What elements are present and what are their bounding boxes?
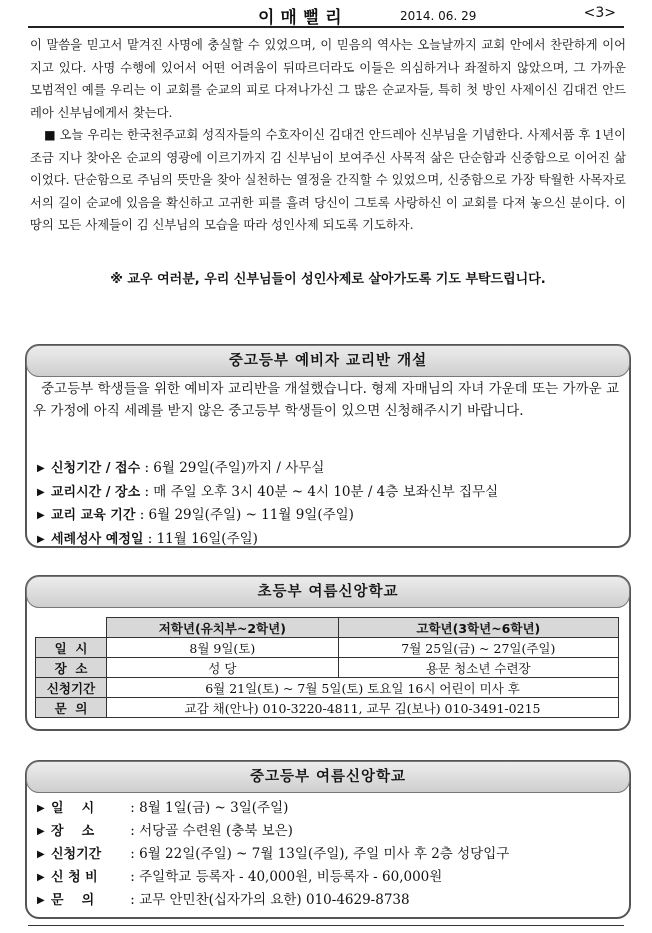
table-header-row bbox=[36, 618, 619, 638]
triangle-bullet-icon: ▶ bbox=[37, 826, 45, 837]
detail-item bbox=[37, 504, 498, 528]
notice-title: 중고등부 예비자 교리반 개설 bbox=[26, 345, 630, 377]
table-cell: 용문 청소년 수련장 bbox=[338, 658, 618, 678]
table-cell: 교감 채(안나) 010-3220-4811, 교무 김(보나) 010-3491-0215 bbox=[107, 698, 619, 718]
detail-value: : 주일학교 등록자 - 40,000원, 비등록자 - 60,000원 bbox=[126, 869, 443, 885]
page-number: <3> bbox=[583, 5, 616, 21]
detail-item bbox=[37, 457, 498, 481]
youth-catechism-notice bbox=[25, 344, 631, 548]
table-cell: 성 당 bbox=[107, 658, 339, 678]
detail-item bbox=[37, 797, 509, 820]
triangle-bullet-icon: ▶ bbox=[37, 849, 45, 860]
detail-value: : 8월 1일(금) ~ 3일(주일) bbox=[126, 800, 289, 816]
triangle-bullet-icon: ▶ bbox=[37, 510, 45, 521]
notice-title: 중고등부 여름신앙학교 bbox=[26, 761, 630, 793]
triangle-bullet-icon: ▶ bbox=[37, 895, 45, 906]
triangle-bullet-icon: ▶ bbox=[37, 872, 45, 883]
table-row bbox=[36, 658, 619, 678]
detail-value: : 교무 안민찬(십자가의 요한) 010-4629-8738 bbox=[126, 892, 410, 908]
triangle-bullet-icon: ▶ bbox=[37, 463, 45, 474]
table-cell: 8월 9일(토) bbox=[107, 638, 339, 658]
notice-details bbox=[37, 797, 509, 912]
detail-value: : 11월 16일(주일) bbox=[143, 530, 258, 547]
prayer-request-note: ※ 교우 여러분, 우리 신부님들이 성인사제로 살아가도록 기도 부탁드립니다. bbox=[110, 272, 546, 287]
table-corner bbox=[36, 618, 107, 638]
detail-label: 교리 교육 기간 bbox=[51, 508, 136, 523]
column-header-lower-grades: 저학년(유치부~2학년) bbox=[107, 618, 339, 638]
triangle-bullet-icon: ▶ bbox=[37, 486, 45, 498]
detail-item bbox=[37, 528, 498, 552]
detail-label: 신청기간 bbox=[51, 847, 102, 862]
issue-date: 2014. 06. 29 bbox=[400, 9, 477, 23]
table-cell: 6월 21일(토) ~ 7월 5일(토) 토요일 16시 어린이 미사 후 bbox=[107, 678, 619, 698]
elementary-summer-school-notice bbox=[25, 575, 631, 731]
article-paragraph-2: ■ 오늘 우리는 한국천주교회 성직자들의 수호자이신 김대건 안드레아 신부님을 기념한다. 사제서품 후 1년이 조금 지나 찾아온 순교의 영광에 이르기까지 김 신부님이 보여주신 사목적 삶은 단순함과 신중함으로 이어진 삶이었다. 단순함으로 주님의 뜻만을 찾아 실천하는 열정을 간직할 수 있었으며, 신중함으로 가장 탁월한 사목자로서의 길이 순교에 있음을 확신하고 고귀한 피를 흘려 당신이 그토록 사랑하신 이 교회를 다져 놓으신 분이다. 이 땅의 모든 사제들이 김 신부님의 모습을 따라 성인사제 되도록 기도하자. bbox=[30, 128, 626, 233]
detail-label: 일 시 bbox=[51, 801, 95, 816]
detail-value: : 6월 29일(주일) ~ 11월 9일(주일) bbox=[135, 507, 354, 523]
notice-title: 초등부 여름신앙학교 bbox=[26, 576, 630, 608]
triangle-bullet-icon: ▶ bbox=[37, 533, 45, 545]
table-cell: 7월 25일(금) ~ 27일(주일) bbox=[338, 638, 618, 658]
notice-intro: 중고등부 학생들을 위한 예비자 교리반을 개설했습니다. 형제 자매님의 자녀 가운데 또는 가까운 교우 가정에 아직 세례를 받지 않은 중고등부 학생들이 있으면 신청해주시기 바랍니다. bbox=[33, 381, 619, 419]
row-label: 문 의 bbox=[36, 698, 107, 718]
triangle-bullet-icon: ▶ bbox=[37, 803, 45, 814]
page-header bbox=[28, 2, 624, 28]
detail-item bbox=[37, 866, 509, 889]
detail-label: 세례성사 예정일 bbox=[51, 531, 144, 547]
detail-label: 장 소 bbox=[51, 824, 95, 839]
detail-value: : 6월 22일(주일) ~ 7월 13일(주일), 주일 미사 후 2층 성당입구 bbox=[126, 846, 510, 862]
column-header-upper-grades: 고학년(3학년~6학년) bbox=[338, 618, 618, 638]
article-paragraph-1: 이 말씀을 믿고서 맡겨진 사명에 충실할 수 있었으며, 이 믿음의 역사는 오늘날까지 교회 안에서 찬란하게 이어지고 있다. 사명 수행에 있어서 어떤 어려움이 뒤따르더라도 이들은 의심하거나 좌절하지 않았으며, 그 가까운 모범적인 예를 우리는 이 교회를 순교의 피로 다져나가신 그 많은 순교자들, 특히 첫 방인 사제이신 김대건 안드레아 신부님에게서 찾는다. bbox=[30, 38, 626, 120]
detail-value: : 서당골 수련원 (충북 보은) bbox=[126, 823, 293, 839]
detail-label: 신청기간 / 접수 bbox=[51, 461, 141, 476]
detail-item bbox=[37, 481, 498, 505]
table-row bbox=[36, 698, 619, 718]
table-row bbox=[36, 678, 619, 698]
detail-label: 문 의 bbox=[51, 893, 95, 908]
detail-value: : 6월 29일(주일)까지 / 사무실 bbox=[140, 460, 325, 476]
notice-details bbox=[37, 457, 498, 551]
row-label: 장 소 bbox=[36, 658, 107, 678]
detail-item bbox=[37, 843, 509, 866]
detail-value: : 매 주일 오후 3시 40분 ~ 4시 10분 / 4층 보좌신부 집무실 bbox=[140, 483, 499, 500]
youth-summer-school-notice bbox=[25, 760, 631, 919]
schedule-table bbox=[35, 617, 619, 718]
detail-item bbox=[37, 889, 509, 912]
table-row bbox=[36, 638, 619, 658]
row-label: 신청기간 bbox=[36, 678, 107, 698]
page-bottom-rule bbox=[28, 925, 624, 926]
newsletter-masthead: 이매뻘리 bbox=[258, 8, 348, 28]
row-label: 일 시 bbox=[36, 638, 107, 658]
detail-label: 신 청 비 bbox=[51, 870, 98, 885]
detail-item bbox=[37, 820, 509, 843]
detail-label: 교리시간 / 장소 bbox=[51, 484, 141, 500]
